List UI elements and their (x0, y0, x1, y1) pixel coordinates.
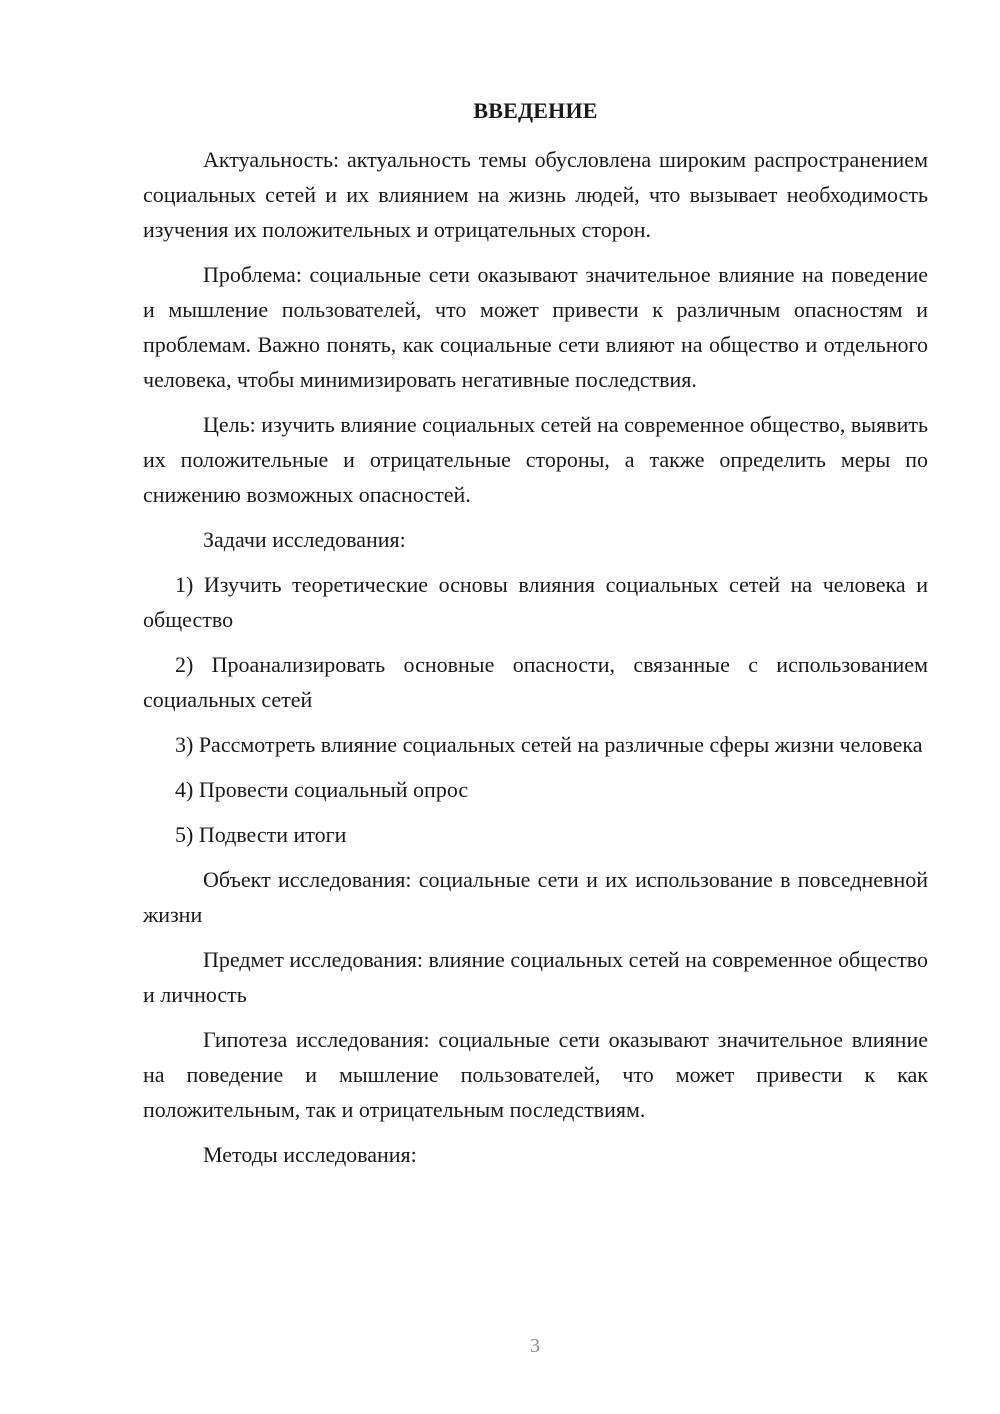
object-paragraph: Объект исследования: социальные сети и их использование в повседневной жизни (143, 867, 928, 927)
page-title: ВВЕДЕНИЕ (473, 98, 598, 123)
task-item-2: 2) Проанализировать основные опасности, связанные с использованием социальных сетей (143, 652, 928, 712)
task-item-4: 4) Провести социальный опрос (175, 777, 469, 802)
subject-paragraph: Предмет исследования: влияние социальных сетей на современное общество и личность (143, 947, 928, 1007)
document-page (143, 96, 928, 1306)
task-item-1: 1) Изучить теоретические основы влияния социальных сетей на человека и общество (143, 572, 928, 632)
problem-paragraph: Проблема: социальные сети оказывают значительное влияние на поведение и мышление пользователей, что может привести к различным опасностям и проблемам. Важно понять, как социальные сети влияют на общество и отдельного человека, чтобы минимизировать негативные последствия. (143, 262, 928, 392)
goal-paragraph: Цель: изучить влияние социальных сетей на современное общество, выявить их положительные и отрицательные стороны, а также определить меры по снижению возможных опасностей. (143, 412, 928, 507)
task-item-5: 5) Подвести итоги (175, 822, 347, 847)
tasks-heading: Задачи исследования: (203, 527, 406, 552)
task-item-3: 3) Рассмотреть влияние социальных сетей на различные сферы жизни человека (175, 732, 923, 757)
relevance-paragraph: Актуальность: актуальность темы обусловлена широким распространением социальных сетей и их влиянием на жизнь людей, что вызывает необходимость изучения их положительных и отрицательных сторон. (143, 147, 928, 242)
page-number: 3 (530, 1335, 540, 1357)
methods-heading: Методы исследования: (203, 1142, 417, 1167)
hypothesis-paragraph: Гипотеза исследования: социальные сети оказывают значительное влияние на поведение и мышление пользователей, что может привести к как положительным, так и отрицательным последствиям. (143, 1027, 928, 1122)
